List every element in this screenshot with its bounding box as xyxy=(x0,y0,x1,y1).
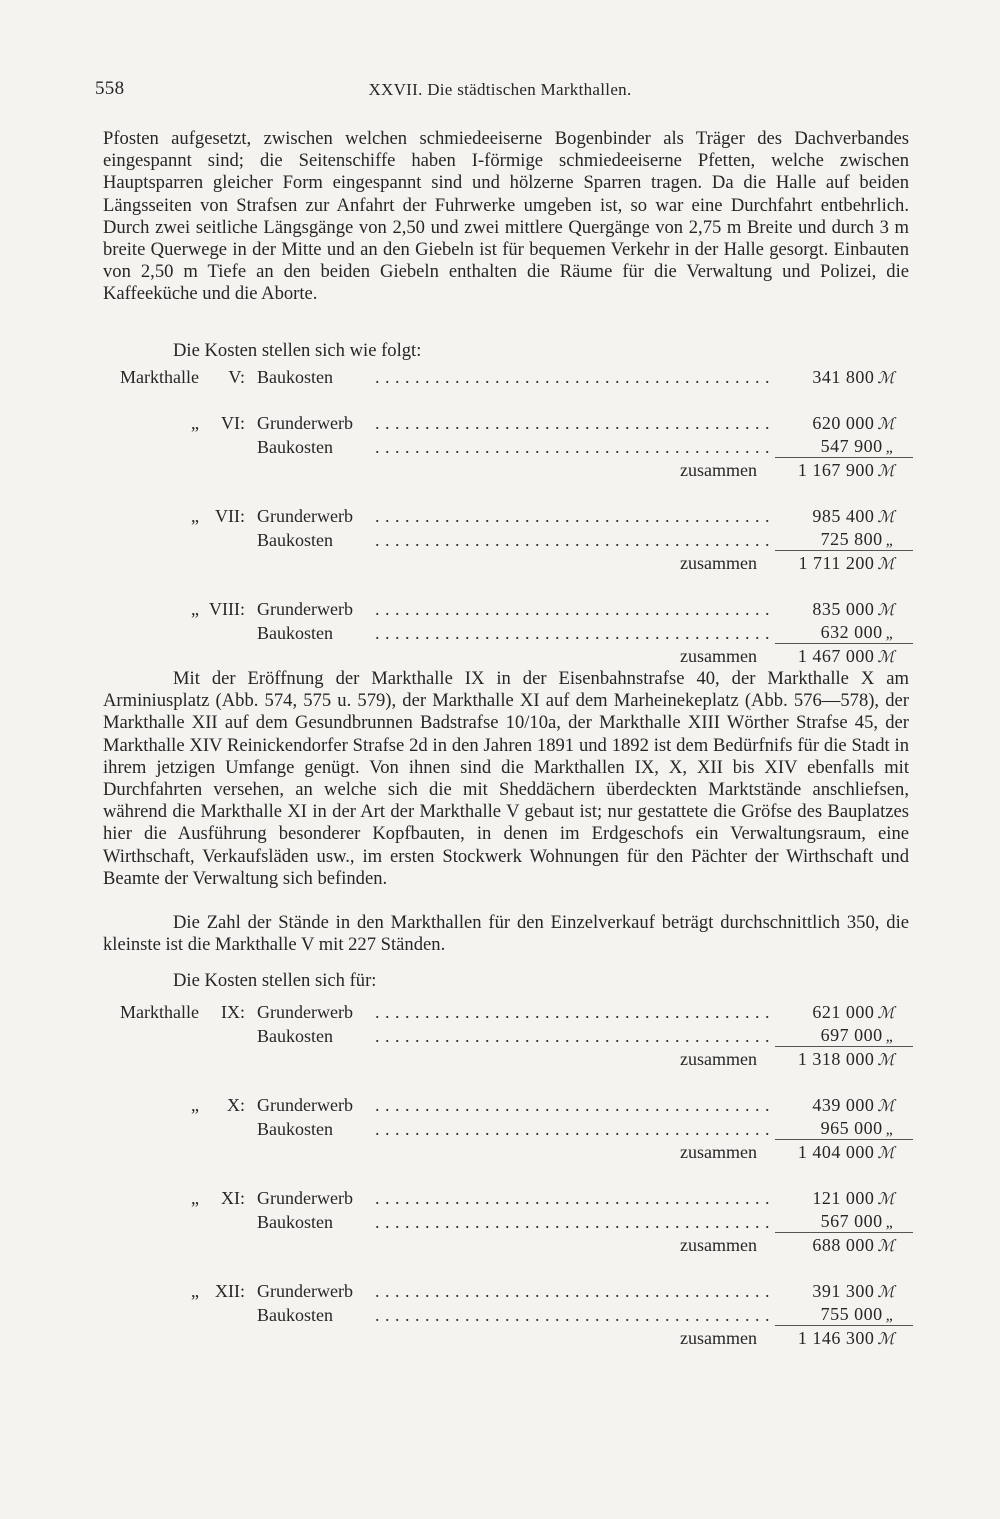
table-row xyxy=(79,434,913,458)
total-amount: 688 000 ℳ xyxy=(812,1235,895,1255)
amount: 567 000 „ xyxy=(775,1209,913,1233)
leader-dots: ........................................ xyxy=(375,1118,775,1139)
amount: 697 000 „ xyxy=(775,1023,913,1047)
table-row xyxy=(79,644,913,668)
leader-dots: ........................................ xyxy=(375,436,775,457)
table-row xyxy=(79,1326,913,1350)
paragraph-1: Pfosten aufgesetzt, zwischen welchen schmiedeeiserne Bogenbinder als Träger des Dachverbandes eingespannt sind; die Seitenschiffe haben I-förmige schmiedeeiserne Pfetten, welche zwischen Hauptsparren gleicher Form eingespannt sind und hölzerne Sparren tragen. Da die Halle auf beiden Längsseiten von Strafsen zur Anfahrt der Fuhrwerke umgeben ist, so war eine Durchfahrt entbehrlich. Durch zwei seitliche Längsgänge von 2,50 und zwei mittlere Quergänge von 2,75 m Breite und durch 3 m breite Querwege in der Mitte und an den Giebeln ist für bequemen Verkehr in der Halle gesorgt. Einbauten von 2,50 m Tiefe an den beiden Giebeln enthalten die Räume für die Verwaltung und Polizei, die Kaffeeküche und die Aborte. xyxy=(103,128,909,305)
cost-item: Grunderwerb xyxy=(257,1281,353,1301)
leader-dots: ........................................ xyxy=(375,367,775,387)
ditto-mark: „ xyxy=(191,413,199,433)
total-amount: 1 146 300 ℳ xyxy=(797,1328,895,1348)
leader-dots: ........................................ xyxy=(375,1304,775,1325)
ditto-mark: „ xyxy=(191,599,199,619)
table-row xyxy=(79,597,913,620)
cost-item: Baukosten xyxy=(257,1025,333,1046)
amount: 725 800 „ xyxy=(775,527,913,551)
leader-dots: ........................................ xyxy=(375,1281,775,1301)
costs-table-2 xyxy=(79,1000,913,1349)
sum-label: zusammen xyxy=(680,553,757,573)
ditto-mark: „ xyxy=(191,1281,199,1301)
amount: 547 900 „ xyxy=(775,434,913,458)
cost-item: Grunderwerb xyxy=(257,1188,353,1208)
paragraph-2: Mit der Eröffnung der Markthalle IX in der Eisenbahnstrafse 40, der Markthalle X am Arminiusplatz (Abb. 574, 575 u. 579), der Markthalle XI auf dem Marheinekeplatz (Abb. 576—578), der Markthalle XII auf dem Gesundbrunnen Badstrafse 10/10a, der Markthalle XIII Wörther Strafse 45, der Markthalle XIV Reinickendorfer Strafse 2d in den Jahren 1891 und 1892 ist dem Bedürfnifs für die Stadt in ihrem jetzigen Umfange genügt. Von ihnen sind die Markthallen IX, X, XII bis XIV ebenfalls mit Durchfahrten versehen, an welche sich die mit Sheddächern überdeckten Marktstände anschliefsen, während die Markthalle XI in der Art der Markthalle V gebaut ist; nur gestattete die Gröfse des Bauplatzes hier die Ausführung besonderer Kopfbauten, in denen im Erdgeschofs ein Verwaltungsraum, eine Wirthschaft, Verkaufsläden usw., im ersten Stockwerk Wohnungen für den Pächter der Wirthschaft und Beamte der Verwaltung sich befinden. xyxy=(103,668,909,889)
table-row xyxy=(79,411,913,434)
table-row xyxy=(79,1116,913,1140)
running-title: XXVII. Die städtischen Markthallen. xyxy=(368,80,632,99)
amount: 121 000 ℳ xyxy=(812,1188,895,1208)
table-row xyxy=(79,365,913,388)
ditto-mark: „ xyxy=(191,1188,199,1208)
total-amount: 1 318 000 ℳ xyxy=(797,1049,895,1069)
table-row xyxy=(79,1047,913,1071)
table-row xyxy=(79,1279,913,1302)
leader-dots: ........................................ xyxy=(375,1002,775,1022)
leader-dots: ........................................ xyxy=(375,529,775,550)
sum-label: zusammen xyxy=(680,1328,757,1348)
hall-number: VII: xyxy=(215,506,245,526)
total-amount: 1 711 200 ℳ xyxy=(798,553,895,573)
cost-item: Baukosten xyxy=(257,367,333,387)
table-row xyxy=(79,1233,913,1257)
cost-item: Baukosten xyxy=(257,529,333,550)
page-header xyxy=(95,78,905,108)
costs-table-1 xyxy=(79,365,913,667)
table-row xyxy=(79,1186,913,1209)
sum-label: zusammen xyxy=(680,646,757,666)
paragraph-3: Die Zahl der Stände in den Markthallen für den Einzelverkauf beträgt durchschnittlich 350, die kleinste ist die Markthalle V mit 227 Ständen. xyxy=(103,912,909,956)
total-amount: 1 167 900 ℳ xyxy=(797,460,895,480)
costs-1-intro: Die Kosten stellen sich wie folgt: xyxy=(173,340,422,361)
table-row xyxy=(79,1023,913,1047)
amount: 835 000 ℳ xyxy=(812,599,895,619)
cost-item: Grunderwerb xyxy=(257,599,353,619)
amount: 391 300 ℳ xyxy=(812,1281,895,1301)
sum-label: zusammen xyxy=(680,460,757,480)
ditto-mark: „ xyxy=(191,506,199,526)
amount: 439 000 ℳ xyxy=(812,1095,895,1115)
cost-item: Baukosten xyxy=(257,622,333,643)
sum-label: zusammen xyxy=(680,1235,757,1255)
total-amount: 1 404 000 ℳ xyxy=(797,1142,895,1162)
amount: 621 000 ℳ xyxy=(812,1002,895,1022)
table-row xyxy=(79,527,913,551)
leader-dots: ........................................ xyxy=(375,1188,775,1208)
table-row xyxy=(79,458,913,482)
leader-dots: ........................................ xyxy=(375,599,775,619)
cost-item: Baukosten xyxy=(257,1211,333,1232)
amount: 985 400 ℳ xyxy=(812,506,895,526)
cost-item: Grunderwerb xyxy=(257,1002,353,1022)
sum-label: zusammen xyxy=(680,1049,757,1069)
amount: 965 000 „ xyxy=(775,1116,913,1140)
hall-number: VIII: xyxy=(209,599,245,619)
cost-item: Baukosten xyxy=(257,1304,333,1325)
total-amount: 1 467 000 ℳ xyxy=(797,646,895,666)
leader-dots: ........................................ xyxy=(375,1095,775,1115)
table-row xyxy=(79,1302,913,1326)
hall-label: Markthalle xyxy=(120,1002,199,1022)
cost-item: Baukosten xyxy=(257,436,333,457)
amount: 755 000 „ xyxy=(775,1302,913,1326)
cost-item: Grunderwerb xyxy=(257,1095,353,1115)
costs-2-intro: Die Kosten stellen sich für: xyxy=(173,970,377,991)
amount: 632 000 „ xyxy=(775,620,913,644)
hall-number: VI: xyxy=(221,413,245,433)
ditto-mark: „ xyxy=(191,1095,199,1115)
cost-item: Grunderwerb xyxy=(257,413,353,433)
leader-dots: ........................................ xyxy=(375,1025,775,1046)
amount: 341 800 ℳ xyxy=(812,367,895,387)
table-row xyxy=(79,1093,913,1116)
hall-label: Markthalle xyxy=(120,367,199,387)
table-row xyxy=(79,551,913,575)
table-row xyxy=(79,1209,913,1233)
page-number: 558 xyxy=(95,78,125,99)
table-row xyxy=(79,620,913,644)
cost-item: Baukosten xyxy=(257,1118,333,1139)
leader-dots: ........................................ xyxy=(375,1211,775,1232)
leader-dots: ........................................ xyxy=(375,622,775,643)
sum-label: zusammen xyxy=(680,1142,757,1162)
table-row xyxy=(79,1000,913,1023)
table-row xyxy=(79,504,913,527)
table-row xyxy=(79,1140,913,1164)
hall-number: IX: xyxy=(221,1002,245,1022)
hall-number: XII: xyxy=(215,1281,245,1301)
hall-number: XI: xyxy=(221,1188,245,1208)
leader-dots: ........................................ xyxy=(375,413,775,433)
leader-dots: ........................................ xyxy=(375,506,775,526)
hall-number: X: xyxy=(227,1095,245,1115)
cost-item: Grunderwerb xyxy=(257,506,353,526)
amount: 620 000 ℳ xyxy=(812,413,895,433)
hall-number: V: xyxy=(228,367,245,387)
